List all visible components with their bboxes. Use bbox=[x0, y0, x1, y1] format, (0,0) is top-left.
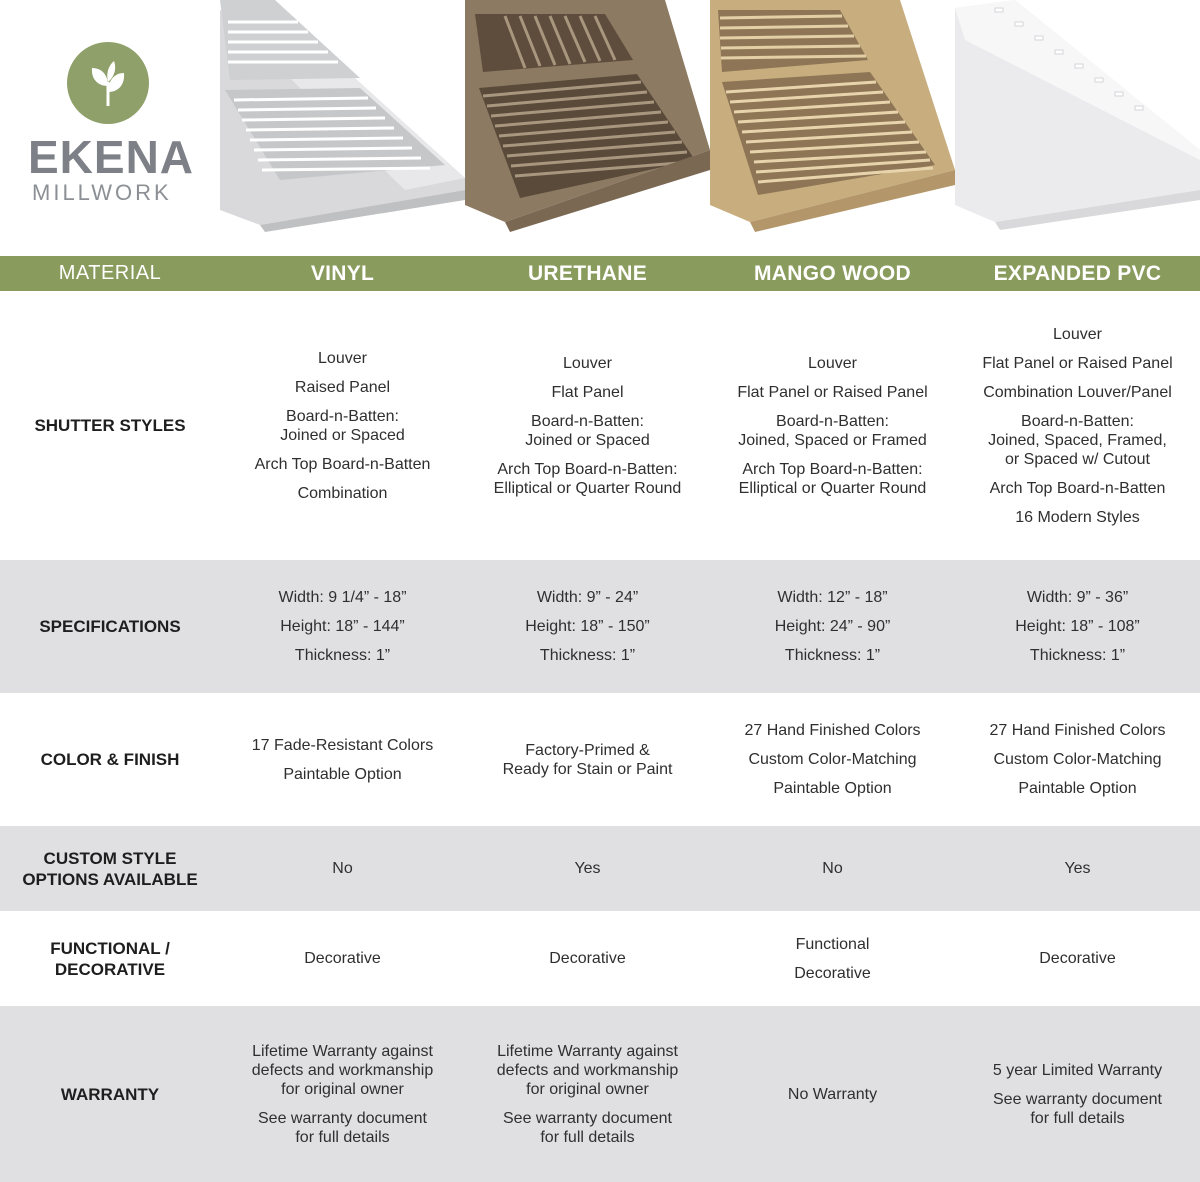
cell-text: 27 Hand Finished Colors bbox=[744, 722, 921, 739]
cell-text: Paintable Option bbox=[773, 780, 892, 797]
cell-text: Width: 9 1/4” - 18” bbox=[278, 589, 407, 606]
cell-text: Louver bbox=[1053, 325, 1102, 343]
cell-text: Board-n-Batten: Joined or Spaced bbox=[280, 407, 405, 444]
row-label-custom-style-options: CUSTOM STYLE OPTIONS AVAILABLE bbox=[0, 826, 220, 911]
cell-shutter-styles-expanded-pvc bbox=[955, 291, 1200, 560]
cell-text: See warranty document for full details bbox=[258, 1109, 427, 1146]
cell-specifications-mango-wood bbox=[710, 560, 955, 693]
cell-text: Louver bbox=[318, 349, 367, 367]
cell-text: Arch Top Board-n-Batten: Elliptical or Quarter Round bbox=[738, 460, 927, 497]
cell-warranty-urethane bbox=[465, 1006, 710, 1182]
row-label-shutter-styles: SHUTTER STYLES bbox=[0, 291, 220, 560]
cell-text: No bbox=[822, 860, 843, 877]
cell-custom-style-options-mango-wood bbox=[710, 826, 955, 911]
cell-warranty-expanded-pvc bbox=[955, 1006, 1200, 1182]
table-row-specifications bbox=[0, 560, 1200, 693]
table-row-color-finish bbox=[0, 693, 1200, 826]
cell-text: Width: 12” - 18” bbox=[777, 589, 888, 606]
cell-text: Board-n-Batten: Joined, Spaced or Framed bbox=[738, 412, 927, 449]
cell-warranty-mango-wood bbox=[710, 1006, 955, 1182]
cell-text: Lifetime Warranty against defects and workmanship for original owner bbox=[496, 1042, 679, 1098]
cell-text: Decorative bbox=[549, 950, 626, 967]
cell-text: Flat Panel bbox=[551, 383, 624, 401]
brand-subtitle: MILLWORK bbox=[32, 180, 172, 205]
cell-text: Custom Color-Matching bbox=[993, 751, 1162, 768]
cell-text: Width: 9” - 24” bbox=[536, 589, 639, 606]
cell-text: Yes bbox=[574, 860, 601, 877]
cell-text: Louver bbox=[808, 354, 857, 372]
cell-text: 27 Hand Finished Colors bbox=[989, 722, 1166, 739]
cell-text: Height: 18” - 108” bbox=[1015, 618, 1140, 635]
row-label-specifications: SPECIFICATIONS bbox=[0, 560, 220, 693]
table-row-functional-decorative bbox=[0, 911, 1200, 1006]
cell-text: Board-n-Batten: Joined or Spaced bbox=[525, 412, 650, 449]
cell-text: Height: 24” - 90” bbox=[774, 618, 891, 635]
cell-text: Arch Top Board-n-Batten bbox=[254, 455, 431, 473]
cell-text: Louver bbox=[563, 354, 612, 372]
cell-text: 16 Modern Styles bbox=[1015, 508, 1140, 526]
row-label-warranty: WARRANTY bbox=[0, 1006, 220, 1182]
header bbox=[0, 0, 1200, 256]
cell-shutter-styles-vinyl bbox=[220, 291, 465, 560]
cell-text: Thickness: 1” bbox=[784, 647, 881, 664]
cell-text: Yes bbox=[1064, 860, 1091, 877]
cell-shutter-styles-mango-wood bbox=[710, 291, 955, 560]
cell-functional-decorative-expanded-pvc bbox=[955, 911, 1200, 1006]
leaf-icon bbox=[67, 42, 149, 124]
cell-text: Factory-Primed & Ready for Stain or Paint bbox=[502, 741, 673, 778]
header-urethane: URETHANE bbox=[527, 262, 648, 285]
cell-text: Height: 18” - 144” bbox=[280, 618, 405, 635]
cell-text: Flat Panel or Raised Panel bbox=[737, 383, 928, 401]
cell-shutter-styles-urethane bbox=[465, 291, 710, 560]
cell-text: Paintable Option bbox=[1018, 780, 1137, 797]
cell-text: Decorative bbox=[1039, 950, 1116, 967]
cell-functional-decorative-urethane bbox=[465, 911, 710, 1006]
cell-text: See warranty document for full details bbox=[993, 1090, 1162, 1127]
cell-text: Functional bbox=[795, 935, 870, 953]
cell-text: Combination Louver/Panel bbox=[983, 383, 1172, 401]
cell-text: Decorative bbox=[304, 950, 381, 967]
cell-color-finish-vinyl bbox=[220, 693, 465, 826]
cell-specifications-urethane bbox=[465, 560, 710, 693]
header-vinyl: VINYL bbox=[310, 262, 375, 285]
mango-wood-shutter-image bbox=[710, 0, 955, 256]
table-row-shutter-styles bbox=[0, 291, 1200, 560]
cell-text: Flat Panel or Raised Panel bbox=[982, 354, 1173, 372]
cell-text: No bbox=[332, 860, 353, 877]
cell-text: 17 Fade-Resistant Colors bbox=[251, 736, 434, 754]
cell-color-finish-expanded-pvc bbox=[955, 693, 1200, 826]
header-expanded-pvc: EXPANDED PVC bbox=[993, 262, 1162, 285]
header-material: MATERIAL bbox=[58, 262, 162, 284]
expanded-pvc-shutter-image bbox=[955, 0, 1200, 256]
table-row-custom-style-options bbox=[0, 826, 1200, 911]
brand-logo bbox=[22, 42, 202, 212]
cell-text: Thickness: 1” bbox=[294, 647, 391, 664]
cell-text: Height: 18” - 150” bbox=[525, 618, 650, 635]
cell-text: Thickness: 1” bbox=[1029, 647, 1126, 664]
header-mango-wood: MANGO WOOD bbox=[754, 262, 911, 285]
cell-warranty-vinyl bbox=[220, 1006, 465, 1182]
cell-text: Decorative bbox=[794, 964, 871, 982]
cell-text: Thickness: 1” bbox=[539, 647, 636, 664]
cell-text: Raised Panel bbox=[294, 378, 391, 396]
table-header-row bbox=[0, 256, 1200, 291]
brand-name: EKENA bbox=[28, 131, 195, 183]
urethane-shutter-image bbox=[465, 0, 710, 256]
cell-specifications-expanded-pvc bbox=[955, 560, 1200, 693]
cell-text: 5 year Limited Warranty bbox=[992, 1061, 1163, 1079]
vinyl-shutter-image bbox=[220, 0, 465, 256]
cell-functional-decorative-mango-wood bbox=[710, 911, 955, 1006]
table-row-warranty bbox=[0, 1006, 1200, 1182]
cell-color-finish-mango-wood bbox=[710, 693, 955, 826]
cell-text: Width: 9” - 36” bbox=[1026, 589, 1129, 606]
cell-text: Lifetime Warranty against defects and workmanship for original owner bbox=[251, 1042, 434, 1098]
cell-specifications-vinyl bbox=[220, 560, 465, 693]
cell-text: Arch Top Board-n-Batten: Elliptical or Quarter Round bbox=[493, 460, 682, 497]
row-label-functional-decorative: FUNCTIONAL / DECORATIVE bbox=[0, 911, 220, 1006]
cell-text: See warranty document for full details bbox=[503, 1109, 672, 1146]
cell-custom-style-options-expanded-pvc bbox=[955, 826, 1200, 911]
cell-text: Paintable Option bbox=[283, 765, 402, 783]
cell-custom-style-options-vinyl bbox=[220, 826, 465, 911]
cell-text: Arch Top Board-n-Batten bbox=[989, 479, 1166, 497]
cell-color-finish-urethane bbox=[465, 693, 710, 826]
cell-text: Combination bbox=[297, 484, 388, 502]
row-label-color-finish: COLOR & FINISH bbox=[0, 693, 220, 826]
cell-text: Board-n-Batten: Joined, Spaced, Framed, or Spaced w/ Cutout bbox=[988, 412, 1167, 468]
cell-text: No Warranty bbox=[787, 1085, 878, 1103]
cell-custom-style-options-urethane bbox=[465, 826, 710, 911]
cell-text: Custom Color-Matching bbox=[748, 751, 917, 768]
cell-functional-decorative-vinyl bbox=[220, 911, 465, 1006]
